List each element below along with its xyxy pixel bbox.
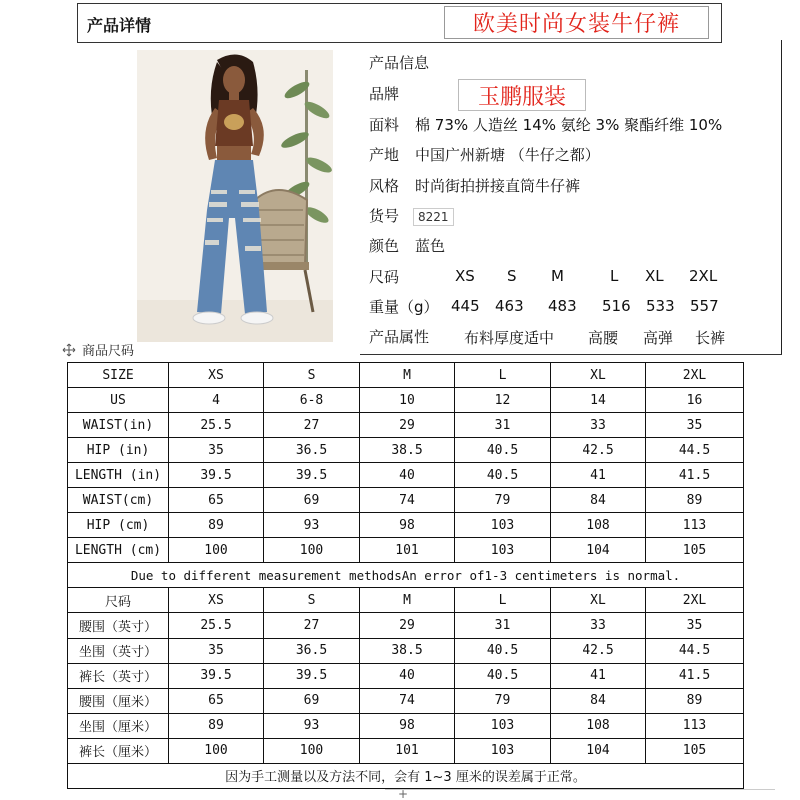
panel-divider [781,40,782,355]
table-cell: 100 [169,738,264,763]
size-l: L [610,267,619,285]
table-cell: 27 [264,613,360,638]
header-box [77,3,722,43]
weight-2xl: 557 [690,297,719,315]
fabric-row [369,114,722,135]
table-cell: 39.5 [169,463,264,488]
table-cell: 93 [264,713,360,738]
table-row [68,488,744,513]
table-cell: 35 [169,638,264,663]
attr-waist: 高腰 [588,329,619,347]
table-cell: 41 [551,463,646,488]
table-cell: 65 [169,688,264,713]
table-cell: 98 [360,513,455,538]
weight-xs: 445 [451,297,480,315]
table-header-cn [68,588,744,613]
origin-row [369,144,600,165]
table-row [68,713,744,738]
table-cell: 105 [646,538,744,563]
row-label: 裤长（厘米） [68,738,169,763]
table-cell: 41.5 [646,663,744,688]
size-section-text: 商品尺码 [82,344,135,359]
table-row [68,613,744,638]
move-icon[interactable] [62,343,76,357]
brand-value: 玉鹏服装 [458,79,586,111]
table-row [68,738,744,763]
table-cell: 74 [360,688,455,713]
table-note-row [68,563,744,588]
row-label: US [68,388,169,413]
style-value: 时尚街拍拼接直筒牛仔裤 [415,177,581,195]
table-cell: 36.5 [264,438,360,463]
model-illustration [137,50,333,342]
weight-s: 463 [495,297,524,315]
row-label: 腰围（厘米） [68,688,169,713]
table-cell: 16 [646,388,744,413]
table-cell: 100 [264,538,360,563]
product-photo [137,50,333,342]
attr-stretch: 高弹 [643,329,674,347]
header-cell: XL [551,588,646,613]
table-cell: 33 [551,613,646,638]
panel-bottom-line [360,354,782,355]
table-cell: 65 [169,488,264,513]
table-header-en [68,363,744,388]
table-cell: 105 [646,738,744,763]
table-cell: 27 [264,413,360,438]
table-cell: 10 [360,388,455,413]
table-cell: 69 [264,488,360,513]
table-cell: 89 [646,488,744,513]
size-2xl: 2XL [689,267,718,285]
table-cell: 42.5 [551,438,646,463]
table-cell: 12 [455,388,551,413]
weight-row [369,296,439,317]
header-cell: XS [169,363,264,388]
table-cell: 38.5 [360,438,455,463]
bottom-toolbar [385,789,775,800]
table-cell: 100 [264,738,360,763]
row-label: LENGTH (cm) [68,538,169,563]
table-cell: 103 [455,513,551,538]
color-row [369,235,445,256]
table-cell: 103 [455,713,551,738]
table-cell: 89 [169,713,264,738]
attr-thickness: 布料厚度适中 [464,329,555,347]
table-cell: 42.5 [551,638,646,663]
table-cell: 39.5 [169,663,264,688]
brand-row [369,83,399,104]
table-cell: 101 [360,538,455,563]
table-cell: 31 [455,413,551,438]
style-row [369,175,580,196]
color-value: 蓝色 [415,237,446,255]
header-cell: L [455,363,551,388]
table-cell: 40.5 [455,438,551,463]
header-cell: M [360,363,455,388]
size-section-label [62,340,134,359]
origin-value: 中国广州新塘 （牛仔之都） [415,146,600,164]
row-label: HIP (cm) [68,513,169,538]
brand-label: 品牌 [369,85,400,103]
table-cell: 104 [551,538,646,563]
header-cell: 尺码 [68,588,169,613]
table-cell: 44.5 [646,438,744,463]
row-label: WAIST(in) [68,413,169,438]
weight-xl: 533 [646,297,675,315]
table-cell: 39.5 [264,663,360,688]
row-label: WAIST(cm) [68,488,169,513]
table-cell: 29 [360,413,455,438]
header-cell: XL [551,363,646,388]
table-cell: 74 [360,488,455,513]
size-chart-table [67,362,744,789]
weight-label: 重量（g） [369,298,439,316]
table-cell: 31 [455,613,551,638]
table-cell: 100 [169,538,264,563]
row-label: LENGTH (in) [68,463,169,488]
table-cell: 93 [264,513,360,538]
plus-icon[interactable]: + [398,787,409,800]
table-cell: 40.5 [455,638,551,663]
size-s: S [507,267,517,285]
measurement-note-en: Due to different measurement methodsAn error of1-3 centimeters is normal. [68,563,744,588]
table-cell: 35 [646,413,744,438]
row-label: 坐围（厘米） [68,713,169,738]
table-cell: 103 [455,538,551,563]
table-cell: 33 [551,413,646,438]
size-label: 尺码 [369,268,400,286]
table-cell: 98 [360,713,455,738]
table-cell: 101 [360,738,455,763]
size-xs: XS [455,267,475,285]
table-cell: 108 [551,513,646,538]
measurement-note-cn: 因为手工测量以及方法不同，会有 1~3 厘米的误差属于正常。 [68,763,744,788]
row-label: 腰围（英寸） [68,613,169,638]
table-cell: 29 [360,613,455,638]
table-cell: 40.5 [455,663,551,688]
table-cell: 25.5 [169,413,264,438]
info-section-title: 产品信息 [369,54,430,72]
table-cell: 38.5 [360,638,455,663]
table-cell: 69 [264,688,360,713]
header-cell: L [455,588,551,613]
table-cell: 108 [551,713,646,738]
fabric-label: 面料 [369,116,400,134]
row-label: 裤长（英寸） [68,663,169,688]
table-cell: 84 [551,688,646,713]
header-cell: M [360,588,455,613]
header-cell: 2XL [646,588,744,613]
table-row [68,688,744,713]
attr-label: 产品属性 [369,328,430,346]
table-row [68,438,744,463]
header-cell: 2XL [646,363,744,388]
table-cell: 36.5 [264,638,360,663]
table-cell: 35 [169,438,264,463]
fabric-value: 棉 73% 人造丝 14% 氨纶 3% 聚酯纤维 10% [415,116,723,134]
table-cell: 104 [551,738,646,763]
header-cell: XS [169,588,264,613]
table-cell: 113 [646,513,744,538]
table-cell: 89 [646,688,744,713]
header-cell: SIZE [68,363,169,388]
header-cell: S [264,588,360,613]
table-row [68,663,744,688]
table-cell: 4 [169,388,264,413]
color-label: 颜色 [369,237,400,255]
table-row [68,513,744,538]
table-cell: 113 [646,713,744,738]
table-cell: 40 [360,463,455,488]
table-cell: 25.5 [169,613,264,638]
table-cell: 79 [455,688,551,713]
style-label: 风格 [369,177,400,195]
product-headline: 欧美时尚女装牛仔裤 [444,6,709,39]
sku-row [369,205,454,226]
sku-value: 8221 [413,208,454,226]
row-label: 坐围（英寸） [68,638,169,663]
row-label: HIP (in) [68,438,169,463]
header-title: 产品详情 [87,16,152,35]
origin-label: 产地 [369,146,400,164]
table-cell: 41.5 [646,463,744,488]
table-cell: 40.5 [455,463,551,488]
size-m: M [551,267,564,285]
table-cell: 79 [455,488,551,513]
table-row [68,413,744,438]
table-row [68,388,744,413]
attr-row [369,326,429,347]
table-row [68,638,744,663]
size-xl: XL [645,267,664,285]
table-cell: 84 [551,488,646,513]
table-cell: 35 [646,613,744,638]
attr-length: 长裤 [695,329,726,347]
header-cell: S [264,363,360,388]
table-row [68,463,744,488]
table-cell: 41 [551,663,646,688]
table-cell: 89 [169,513,264,538]
table-cell: 44.5 [646,638,744,663]
table-cell: 103 [455,738,551,763]
weight-l: 516 [602,297,631,315]
table-cell: 6-8 [264,388,360,413]
table-cell: 40 [360,663,455,688]
table-cell: 39.5 [264,463,360,488]
size-row [369,266,399,287]
sku-label: 货号 [369,207,400,225]
weight-m: 483 [548,297,577,315]
table-row [68,538,744,563]
table-cell: 14 [551,388,646,413]
table-note-row [68,763,744,788]
